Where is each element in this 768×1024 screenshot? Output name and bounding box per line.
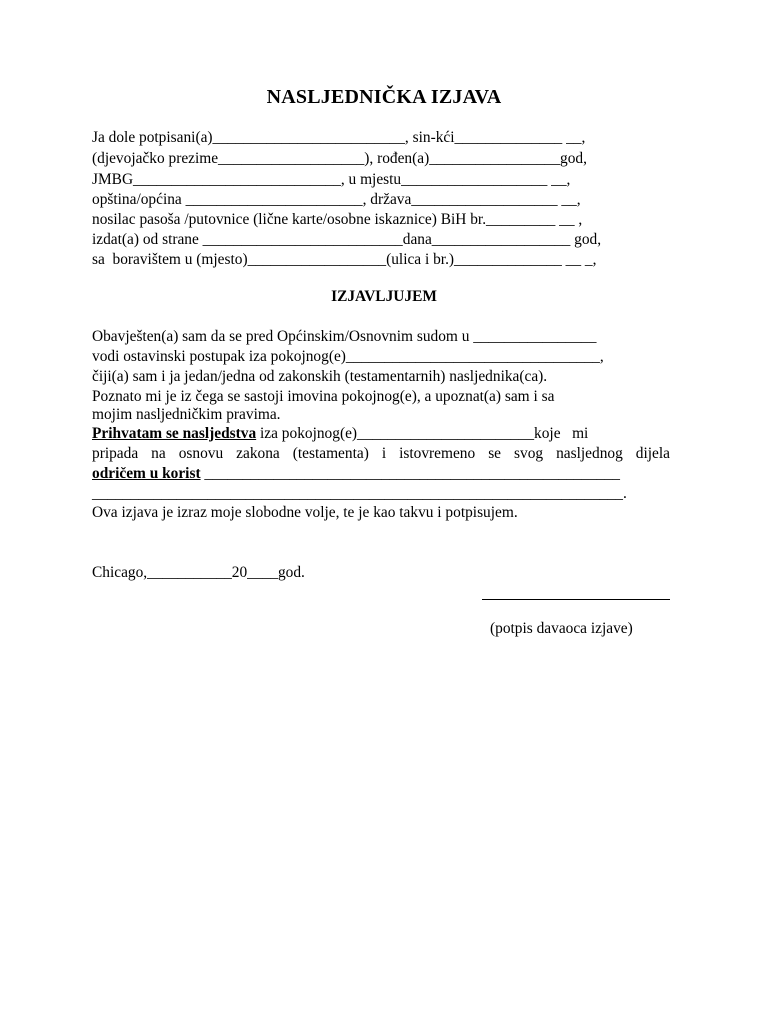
intro-line-municipality: opština/općina _______________________, država___________________ __,	[92, 191, 581, 208]
intro-line-jmbg: JMBG___________________________, u mjestu___________________ __,	[92, 171, 571, 188]
intro-line-maiden-name: (djevojačko prezime___________________), rođen(a)_________________god,	[92, 150, 587, 167]
section-heading: IZJAVLJUJEM	[331, 288, 437, 305]
renounce-rest: ______________________________________________________	[200, 465, 620, 482]
signature-line	[482, 599, 670, 600]
document-title: NASLJEDNIČKA IZJAVA	[266, 86, 502, 108]
intro-line-passport: nosilac pasoša /putovnice (lične karte/osobne iskaznice) BiH br._________ __ ,	[92, 211, 583, 228]
body-line-heirs: čiji(a) sam i ja jedan/jedna od zakonskih (testamentarnih) nasljednika(ca).	[92, 368, 548, 385]
body-line-basis: pripada na osnovu zakona (testamenta) i istovremeno se svog nasljednog dijela	[92, 445, 670, 462]
body-line-rights: mojim nasljedničkim pravima.	[92, 406, 281, 423]
body-line-blank: _____________________________________________________________________.	[92, 485, 627, 502]
intro-line-residence: sa boravištem u (mjesto)__________________(ulica i br.)______________ __ _,	[92, 251, 597, 268]
intro-line-name: Ja dole potpisani(a)_________________________, sin-kći______________ __,	[92, 129, 586, 146]
signature-label: (potpis davaoca izjave)	[490, 620, 633, 637]
body-line-accept	[92, 424, 588, 444]
body-line-estate: Poznato mi je iz čega se sastoji imovina pokojnog(e), a upoznat(a) sam i sa	[92, 388, 555, 405]
body-line-renounce	[92, 464, 620, 484]
accept-inheritance-text: Prihvatam se nasljedstva	[92, 425, 257, 442]
body-line-declaration: Ova izjava je izraz moje slobodne volje, te je kao takvu i potpisujem.	[92, 504, 518, 521]
accept-inheritance-rest: iza pokojnog(e)_______________________koje mi	[256, 425, 589, 442]
intro-line-issued: izdat(a) od strane __________________________dana__________________ god,	[92, 231, 602, 248]
renounce-text: odričem u korist	[92, 465, 201, 482]
body-line-court: Obavješten(a) sam da se pred Općinskim/Osnovnim sudom u ________________	[92, 328, 597, 345]
body-line-procedure: vodi ostavinski postupak iza pokojnog(e)_________________________________,	[92, 348, 604, 365]
place-date: Chicago,___________20____god.	[92, 564, 305, 581]
